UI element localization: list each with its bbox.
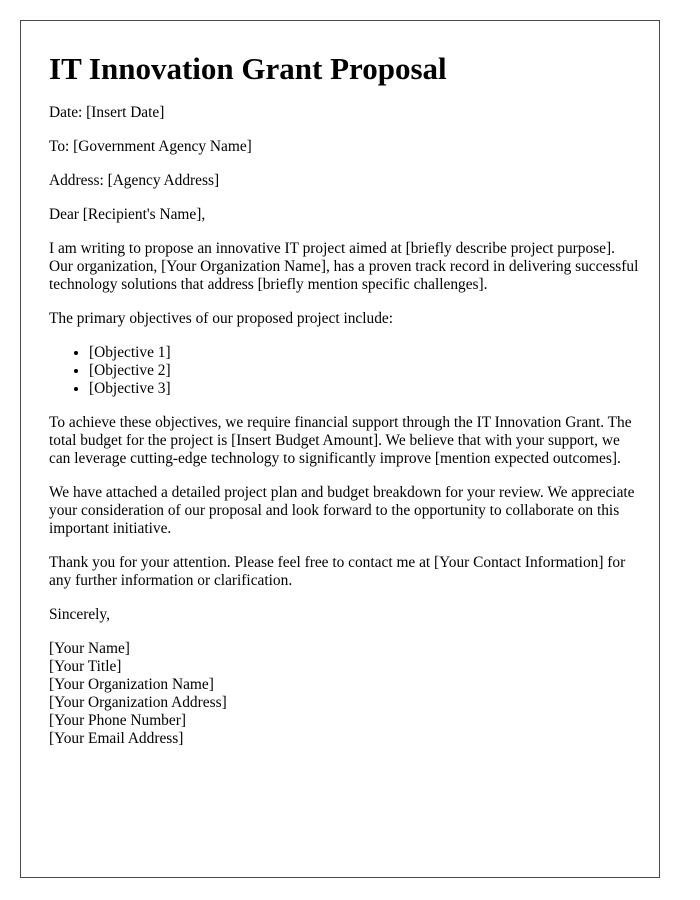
document-title: IT Innovation Grant Proposal xyxy=(49,51,447,86)
address-line: Address: [Agency Address] xyxy=(49,172,220,189)
signature-organization-address: [Your Organization Address] xyxy=(49,694,227,711)
objectives-list xyxy=(49,344,639,398)
attachment-paragraph: We have attached a detailed project plan and budget breakdown for your review. We appreciate your consideration of our proposal and look forward to the opportunity to collaborate on this important initiative. xyxy=(49,484,635,537)
signature-phone: [Your Phone Number] xyxy=(49,712,186,729)
intro-paragraph: I am writing to propose an innovative IT project aimed at [briefly describe project purpose]. Our organization, [Your Organization Name], has a proven track record in delivering successful technology solutions that address [briefly mention specific challenges]. xyxy=(49,240,639,293)
signature-title: [Your Title] xyxy=(49,658,122,675)
letter-page xyxy=(20,20,660,878)
signature-name: [Your Name] xyxy=(49,640,130,657)
signature-block xyxy=(49,640,639,748)
date-line: Date: [Insert Date] xyxy=(49,104,165,121)
objectives-intro: The primary objectives of our proposed project include: xyxy=(49,310,394,327)
closing: Sincerely, xyxy=(49,606,110,623)
signature-organization: [Your Organization Name] xyxy=(49,676,214,693)
signature-email: [Your Email Address] xyxy=(49,730,184,747)
budget-paragraph: To achieve these objectives, we require financial support through the IT Innovation Grant. The total budget for the project is [Insert Budget Amount]. We believe that with your support, we can leverage cutting-edge technology to significantly improve [mention expected outcomes]. xyxy=(49,414,632,467)
objective-item: • [Objective 2] xyxy=(89,362,639,380)
salutation: Dear [Recipient's Name], xyxy=(49,206,206,223)
letter-content xyxy=(49,51,639,748)
recipient-line: To: [Government Agency Name] xyxy=(49,138,252,155)
thanks-paragraph: Thank you for your attention. Please feel free to contact me at [Your Contact Information] for any further information or clarification. xyxy=(49,554,626,589)
objective-item: • [Objective 1] xyxy=(89,344,639,362)
objective-item: • [Objective 3] xyxy=(89,380,639,398)
